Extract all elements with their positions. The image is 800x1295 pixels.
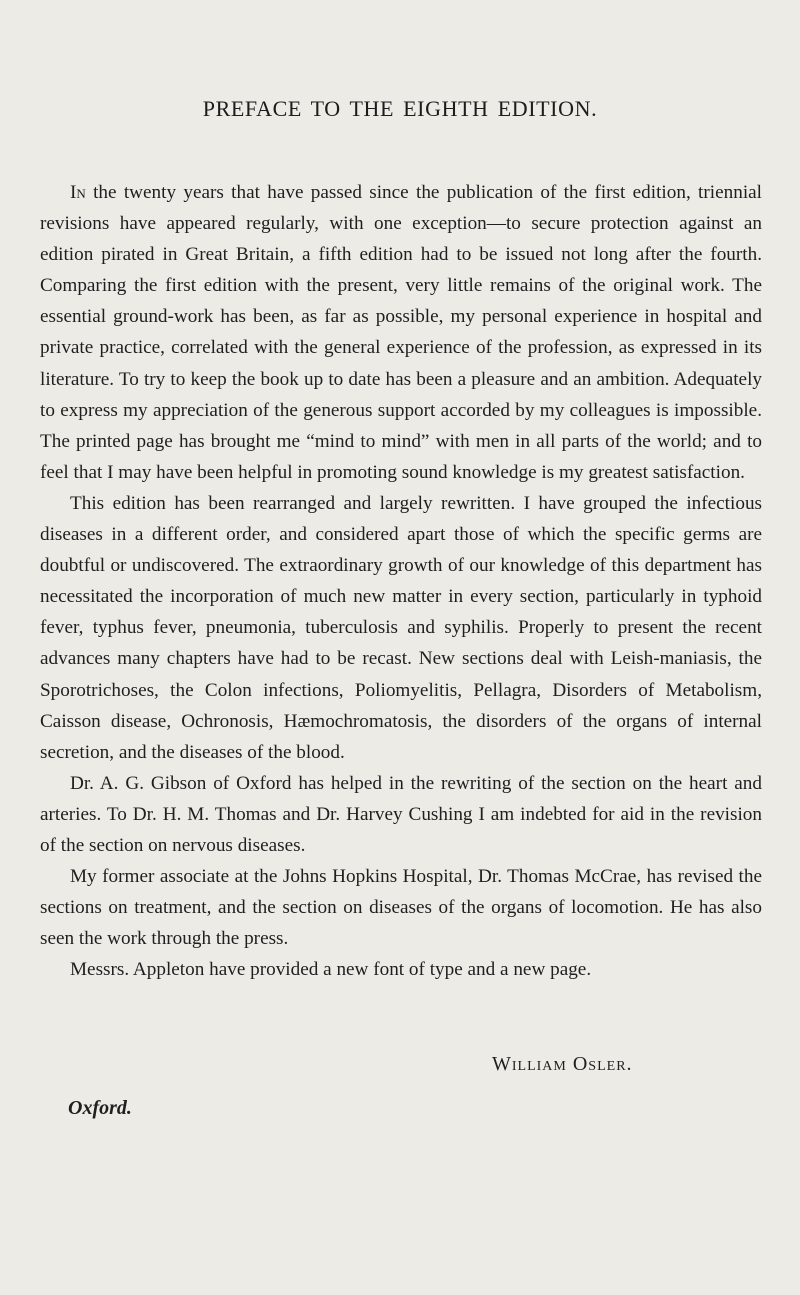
author-signature: William Osler. [492, 1053, 633, 1075]
paragraph-1-lead: In [70, 182, 86, 203]
paragraph-3: Dr. A. G. Gibson of Oxford has helped in the rewriting of the section on the heart and arteries. To Dr. H. M. Thomas and Dr. Harvey Cushing I am indebted for aid in the revision of the section on nervous diseases. [40, 772, 762, 856]
paragraph-1-text: the twenty years that have passed since the publication of the first edition, triennial revisions have appeared regularly, with one exception—to secure protection against an edition pirated in Great Britain, a fifth edition had to be issued not long after the fourth. Comparing the first edition with the present, very little remains of the original work. The essential ground-work has been, as far as possible, my personal experience in hospital and private practice, correlated with the general experience of the profession, as expressed in its literature. To try to keep the book up to date has been a pleasure and an ambition. Adequately to express my appreciation of the generous support accorded by my colleagues is impossible. The printed page has brought me “mind to mind” with men in all parts of the world; and to feel that I may have been helpful in promoting sound knowledge is my greatest satisfaction. [40, 182, 762, 483]
page-title: PREFACE TO THE EIGHTH EDITION. [202, 96, 598, 121]
paragraph-5: Messrs. Appleton have provided a new font of type and a new page. [70, 959, 592, 981]
paragraph-4: My former associate at the Johns Hopkins Hospital, Dr. Thomas McCrae, has revised the sections on treatment, and the section on diseases of the organs of locomotion. He has also seen the work through the press. [40, 866, 762, 950]
place-line: Oxford. [68, 1097, 132, 1119]
preface-body [40, 177, 762, 985]
paragraph-1 [40, 177, 762, 488]
paragraph-2: This edition has been rearranged and largely rewritten. I have grouped the infectious diseases in a different order, and considered apart those of which the specific germs are doubtful or undiscovered. The extraordinary growth of our knowledge of this department has necessitated the incorporation of much new matter in every section, particularly in typhoid fever, typhus fever, pneumonia, tuberculosis and syphilis. Properly to present the recent advances many chapters have had to be recast. New sections deal with Leish-maniasis, the Sporotrichoses, the Colon infections, Poliomyelitis, Pellagra, Disorders of Metabolism, Caisson disease, Ochronosis, Hæmochromatosis, the disorders of the organs of internal secretion, and the diseases of the blood. [40, 492, 762, 763]
